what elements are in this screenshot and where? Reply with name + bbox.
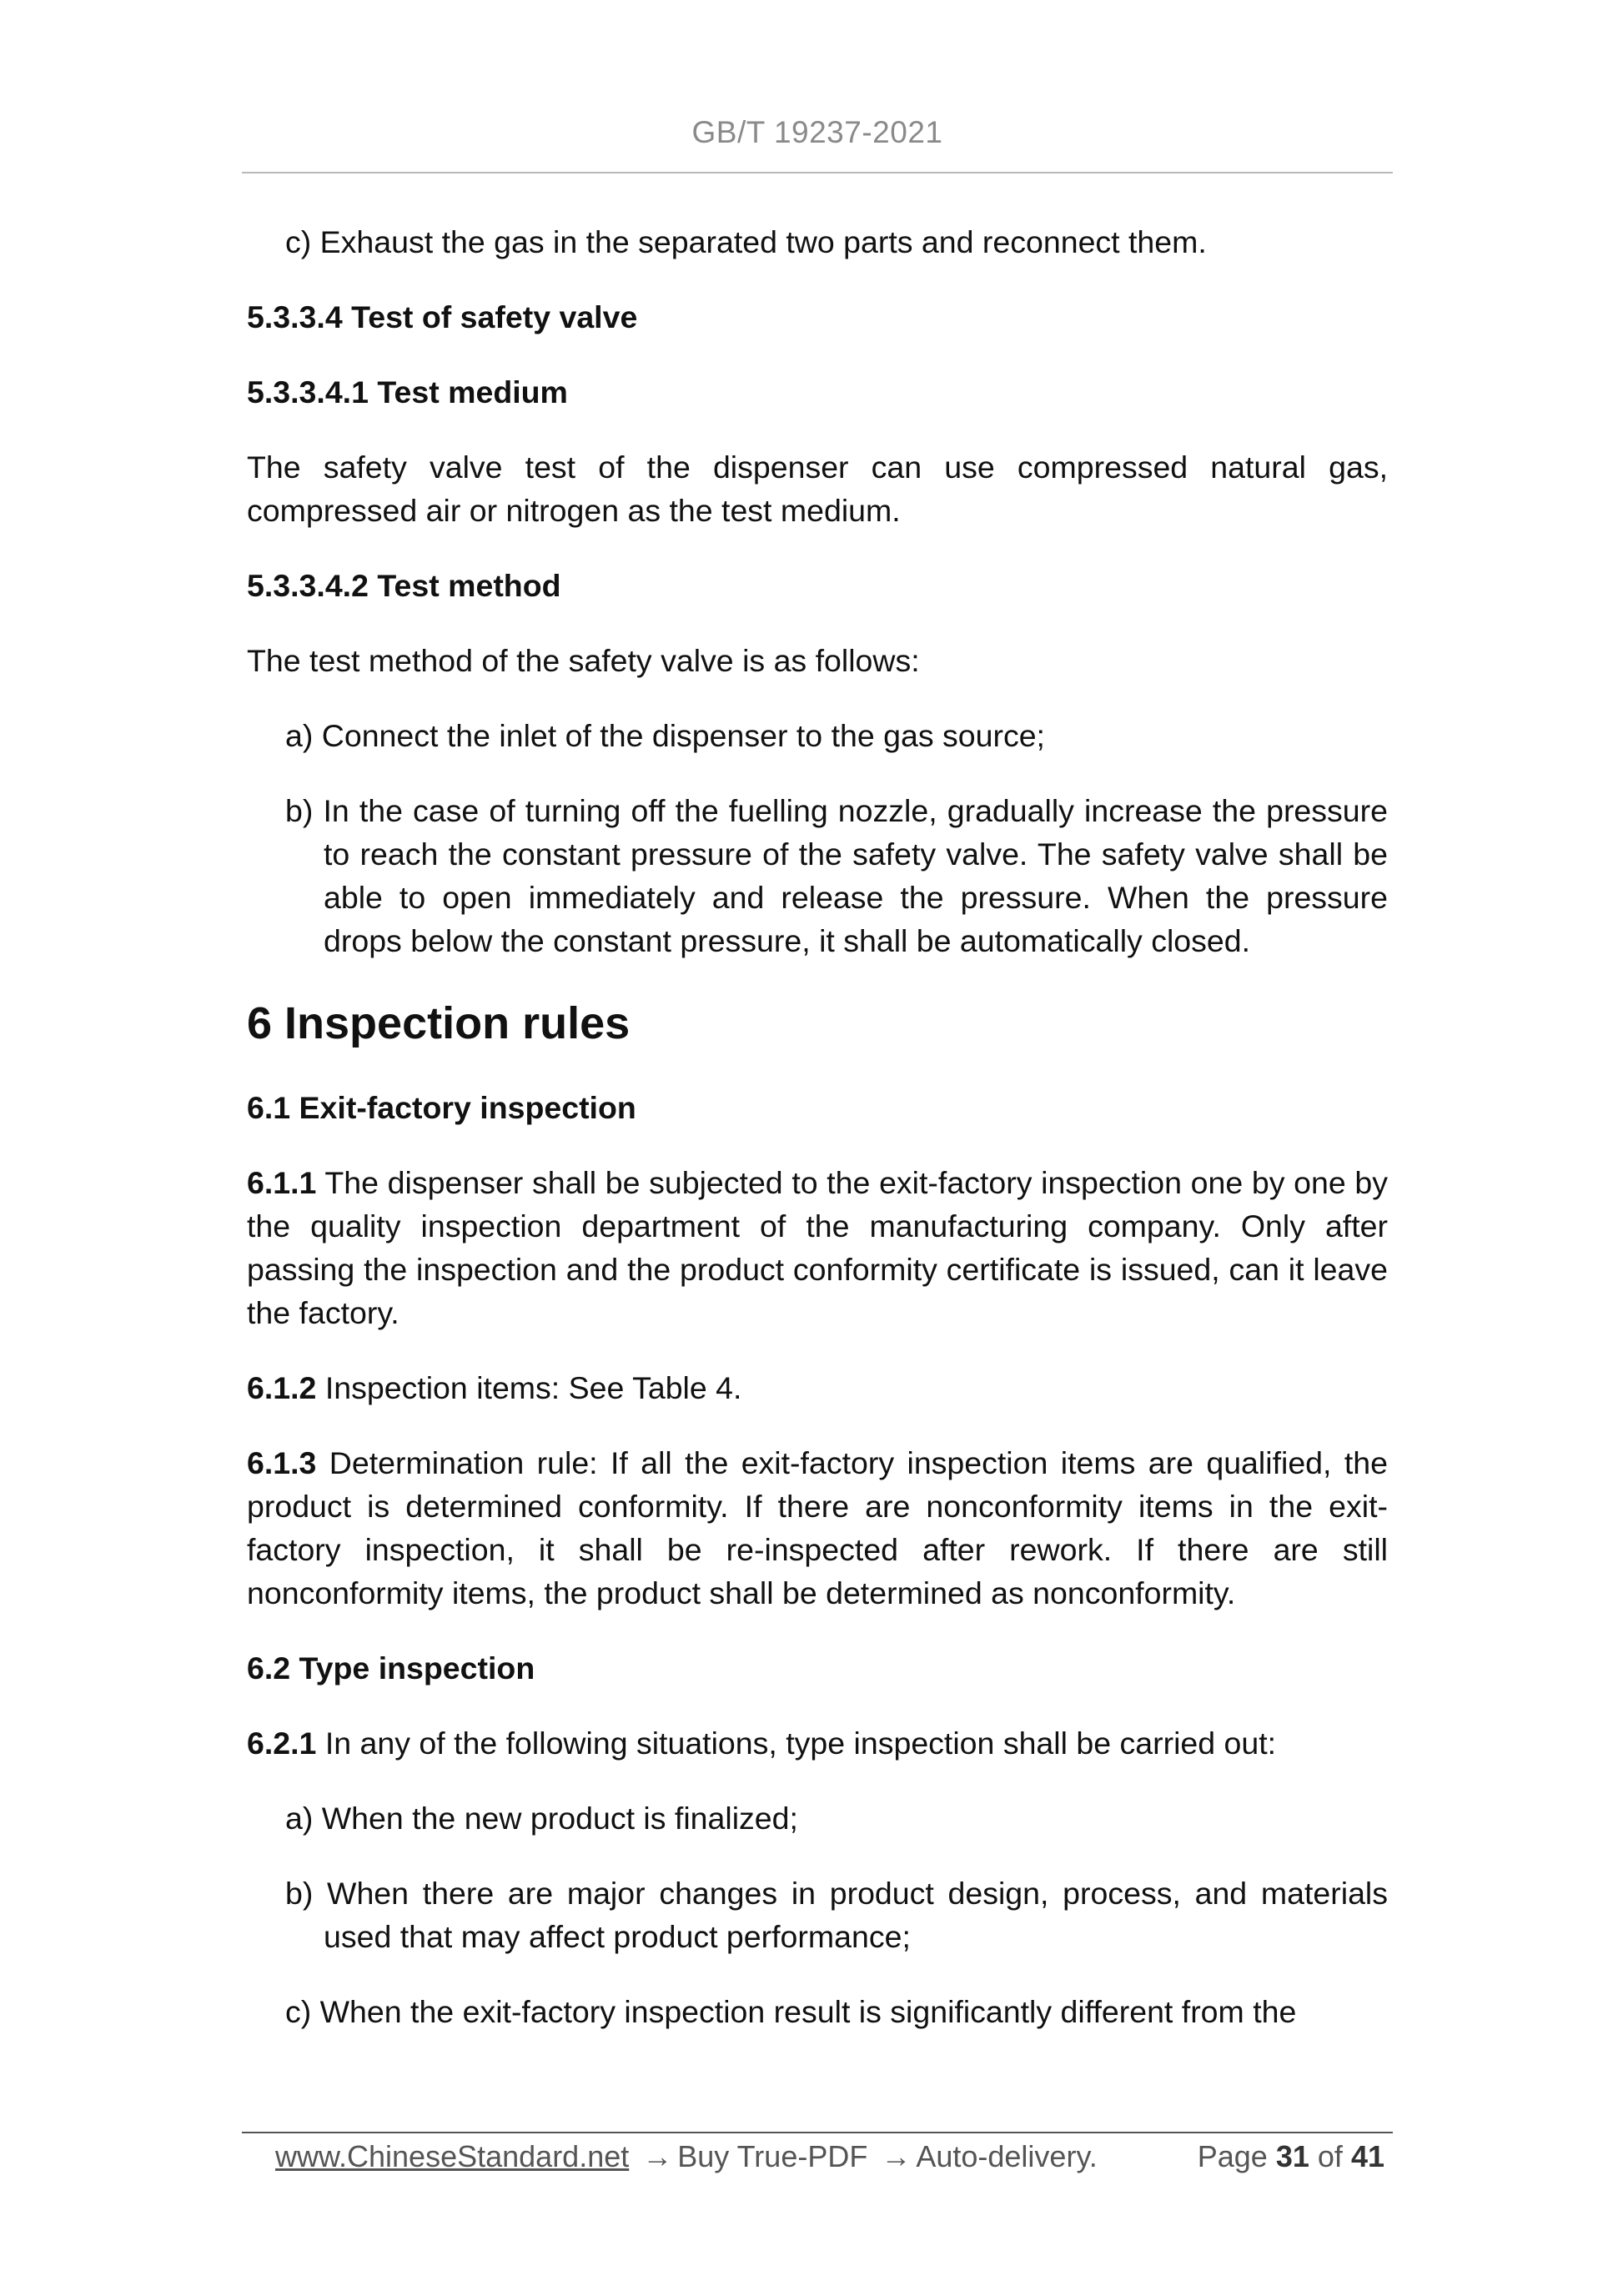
list-item: a) When the new product is finalized; (285, 1801, 798, 1836)
page-footer (275, 2135, 1384, 2178)
page-number (1198, 2135, 1384, 2178)
list-item: a) Connect the inlet of the dispenser to the gas source; (285, 718, 1045, 753)
clause-number: 6.2.1 (247, 1726, 317, 1761)
page-header (242, 115, 1393, 150)
clause-number: 6.1.3 (247, 1445, 317, 1480)
arrow-right-icon: → (642, 2139, 673, 2173)
footer-divider (242, 2132, 1393, 2133)
paragraph-612 (247, 1366, 1388, 1409)
clause-number: 6.1.2 (247, 1370, 317, 1405)
section-heading-5334: 5.3.3.4 Test of safety valve (247, 299, 638, 334)
section-heading-53341: 5.3.3.4.1 Test medium (247, 374, 568, 409)
page-total: 41 (1350, 2139, 1384, 2173)
clause-number: 6.1.1 (247, 1165, 317, 1200)
list-item: b) When there are major changes in product design, process, and materials used that may affect product performance; (285, 1876, 1388, 1954)
paragraph-method-intro: The test method of the safety valve is as follows: (247, 643, 920, 678)
site-link[interactable]: www.ChineseStandard.net (275, 2139, 630, 2173)
section-heading-61: 6.1 Exit-factory inspection (247, 1090, 636, 1125)
document-code: GB/T 19237-2021 (691, 115, 943, 149)
buy-text: Buy True-PDF (677, 2139, 868, 2173)
page-content (247, 220, 1388, 2065)
list-item: c) Exhaust the gas in the separated two parts and reconnect them. (285, 224, 1207, 259)
page-current: 31 (1275, 2139, 1309, 2173)
clause-text: The dispenser shall be subjected to the exit-factory inspection one by one by the quality inspection department of the manufacturing company. Only after passing the inspection and the product conformity certificate is issued, can it leave the factory. (247, 1165, 1388, 1330)
delivery-text: Auto-delivery. (916, 2139, 1098, 2173)
list-item: c) When the exit-factory inspection result is significantly different from the (285, 1994, 1297, 2029)
paragraph-611 (247, 1161, 1388, 1334)
list-item: b) In the case of turning off the fuelling nozzle, gradually increase the pressure to reach the constant pressure of the safety valve. The safety valve shall be able to open immediately and release the pressure. When the pressure drops below the constant pressure, it shall be automatically closed. (285, 793, 1388, 958)
clause-text: Inspection items: See Table 4. (316, 1370, 742, 1405)
clause-text: Determination rule: If all the exit-factory inspection items are qualified, the product is determined conformity. If there are nonconformity items in the exit-factory inspection, it shall be re-inspected after rework. If there are still nonconformity items, the product shall be determined as nonconformity. (247, 1445, 1388, 1610)
clause-text: In any of the following situations, type inspection shall be carried out: (316, 1726, 1277, 1761)
paragraph-613 (247, 1441, 1388, 1615)
arrow-right-icon: → (881, 2139, 912, 2173)
paragraph-test-medium: The safety valve test of the dispenser can use compressed natural gas, compressed air or nitrogen as the test medium. (247, 450, 1388, 528)
section-heading-62: 6.2 Type inspection (247, 1650, 535, 1686)
paragraph-621 (247, 1721, 1388, 1765)
of-label: of (1317, 2139, 1343, 2173)
section-heading-53342: 5.3.3.4.2 Test method (247, 568, 561, 603)
chapter-heading-6: 6 Inspection rules (247, 998, 631, 1048)
footer-promo (275, 2135, 1098, 2178)
page-label: Page (1197, 2139, 1268, 2173)
header-divider (242, 172, 1393, 173)
